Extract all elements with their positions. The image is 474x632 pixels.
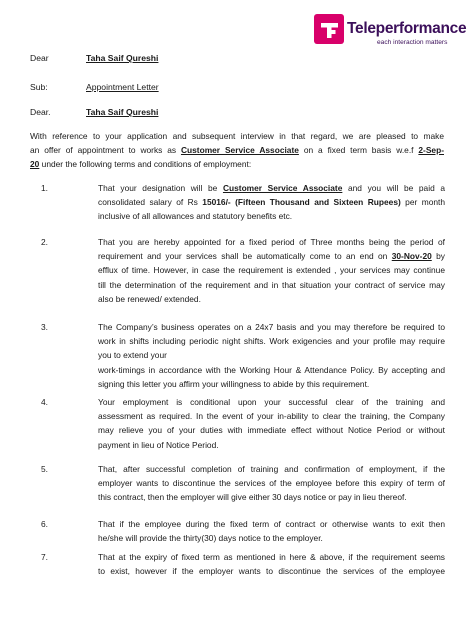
clause-7 (41, 550, 445, 578)
recipient-name-2: Taha Saif Qureshi (86, 107, 159, 117)
clause-5 (41, 462, 445, 505)
clause-line: employer wants to discontinue the services of the employee before this expiry of term of (98, 478, 445, 489)
teleperformance-logo-icon (314, 14, 344, 44)
clause-line: work in shifts including periodic night shifts. Work exigencies and your profile may require (98, 336, 445, 347)
clause-number: 2. (41, 237, 48, 247)
intro-line-2: an offer of appointment to works as Customer Service Associate on a fixed term basis w.e.f 2-Sep- (30, 145, 444, 156)
clause-4 (41, 395, 445, 452)
clause-number: 1. (41, 183, 48, 193)
salutation-line-2 (30, 107, 158, 118)
dear-label: Dear (30, 53, 49, 63)
clause-line: consolidated salary of Rs 15016/- (Fifteen Thousand and Sixteen Rupees) per month (98, 197, 445, 208)
subject-text: Appointment Letter (86, 82, 159, 92)
intro-paragraph (30, 129, 444, 172)
clause-line: assessment as required. In the event of your in-ability to clear the training, the Company (98, 411, 445, 422)
clause-number: 4. (41, 397, 48, 407)
clause-number: 7. (41, 552, 48, 562)
clause-number: 6. (41, 519, 48, 529)
clause-line: Your employment is conditional upon your successful clear of the training and (98, 397, 445, 407)
clause-line: this contract, then the employer will give either 30 days notice or pay in lieu thereof. (98, 492, 407, 503)
salutation-line (30, 53, 158, 64)
clause-number: 3. (41, 322, 48, 332)
clause-line: may relieve you of your duties with immediate effect without Notice Period or without (98, 425, 445, 436)
clause-line: till the determination of the requirement and in that situation your contract of service may (98, 279, 445, 290)
intro-line-3: 20 under the following terms and conditions of employment: (30, 159, 252, 170)
role-text: Customer Service Associate (180, 145, 299, 156)
clause-line: That you are hereby appointed for a fixed period of Three months being the period of (98, 237, 445, 247)
clause-line: efflux of time. However, in case the requirement is extended , your services may continue (98, 265, 445, 276)
clause-line: That your designation will be Customer Service Associate and you will be paid a (98, 183, 446, 193)
clause-line: The Company’s business operates on a 24x7 basis and you may therefore be required to (98, 322, 445, 332)
clause-line: signing this letter you affirm your willingness to abide by this requirement. (98, 378, 370, 389)
logo-name: Teleperformance (347, 20, 467, 37)
clause-number: 5. (41, 464, 48, 474)
clause-line: work-timings in accordance with the Working Hour & Attendance Policy. By accepting and (98, 364, 445, 375)
clause-3 (41, 320, 445, 391)
clause-line: also be renewed/ extended. (98, 293, 201, 304)
clause-line: That if the employee during the fixed term of contract or otherwise wants to exit then (98, 519, 445, 529)
clause-line: to exist, however if the employer wants to discontinue the services of the employee (98, 566, 445, 577)
sub-label: Sub: (30, 82, 48, 92)
clause-line: That, after successful completion of training and confirmation of employment, if the (98, 464, 445, 474)
clause-line: you to extend your (98, 350, 167, 361)
clause-6 (41, 517, 445, 545)
clause-line: requirement and your services shall be automatically come to an end on 30-Nov-20 by (98, 251, 445, 262)
clause-2 (41, 235, 445, 306)
start-date-text: 2-Sep- (418, 145, 444, 156)
clause-line: payment in lieu of Notice Period. (98, 439, 219, 450)
clause-1 (41, 181, 445, 224)
clause-line: inclusive of all allowances and statutory benefits etc. (98, 211, 293, 222)
recipient-name: Taha Saif Qureshi (86, 53, 159, 63)
subject-line (30, 82, 159, 93)
dear-label-2: Dear. (30, 107, 51, 117)
clause-line: That at the expiry of fixed term as mentioned in here & above, if the requirement seems (98, 552, 445, 562)
intro-line-1: With reference to your application and subsequent interview in that regard, we are pleased to make (30, 131, 444, 141)
logo-tagline: each interaction matters (377, 39, 448, 46)
company-logo (314, 12, 470, 48)
clause-line: he/she will provide the thirty(30) days notice to the employer. (98, 533, 323, 544)
